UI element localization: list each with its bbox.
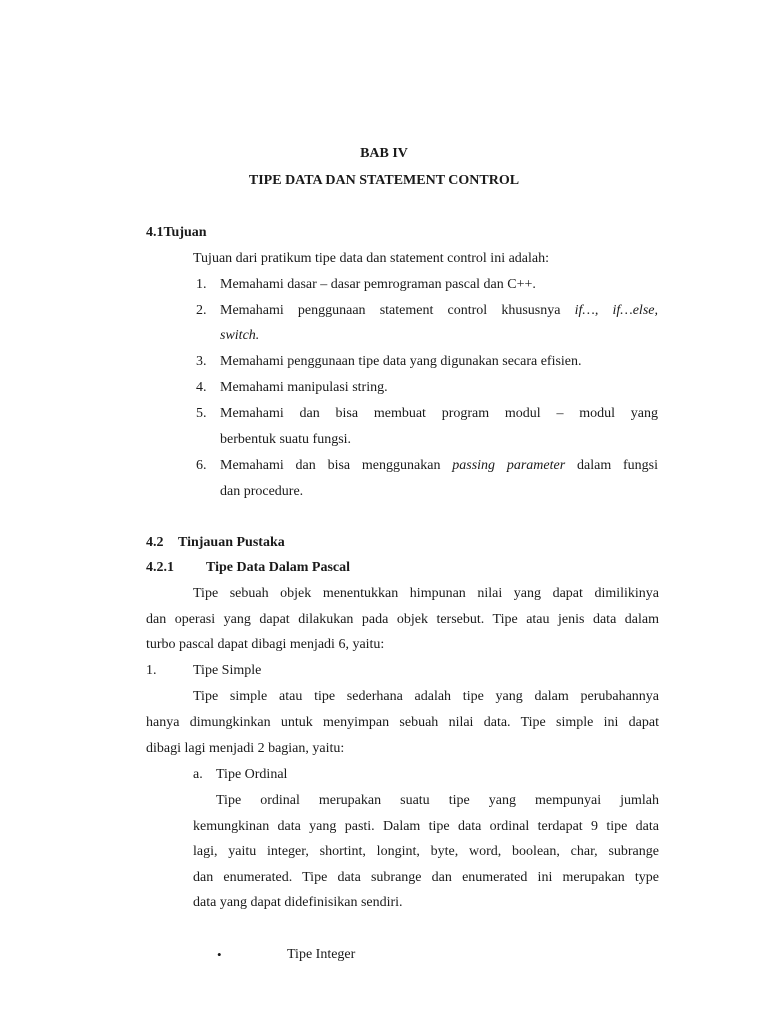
list-item-continuation: dan procedure. — [220, 484, 304, 499]
list-item: Memahami dan bisa membuat program modul – modul yang — [220, 406, 658, 421]
list-item: Memahami dasar – dasar pemrograman pascal dan C++. — [220, 277, 536, 292]
item-number: 1. — [146, 663, 157, 678]
paragraph-line: Tipe sebuah objek menentukkan himpunan nilai yang dapat dimilikinya — [193, 586, 659, 601]
paragraph-line: hanya dimungkinkan untuk menyimpan sebuah nilai data. Tipe simple ini dapat — [146, 715, 659, 730]
paragraph-line: turbo pascal dapat dibagi menjadi 6, yaitu: — [146, 637, 385, 652]
bullet-icon: • — [217, 947, 222, 962]
paragraph-line: data yang dapat didefinisikan sendiri. — [193, 895, 403, 910]
paragraph-line: dibagi lagi menjadi 2 bagian, yaitu: — [146, 741, 345, 756]
paragraph-line: Tipe ordinal merupakan suatu tipe yang mempunyai jumlah — [216, 793, 659, 808]
paragraph-line: dan operasi yang dapat dilakukan pada objek tersebut. Tipe atau jenis data dalam — [146, 612, 659, 627]
section-number: 4.1 — [146, 225, 164, 240]
list-item: Memahami penggunaan tipe data yang digunakan secara efisien. — [220, 354, 582, 369]
section-title: Tujuan — [163, 225, 207, 240]
bullet-item: Tipe Integer — [287, 947, 356, 962]
list-number: 1. — [196, 277, 207, 292]
list-number: 6. — [196, 458, 207, 473]
subsection-4-2-1-title: Tipe Data Dalam Pascal — [206, 560, 351, 575]
section-4-1-heading — [146, 224, 207, 242]
sub-item-title: Tipe Ordinal — [216, 767, 288, 782]
list-item-continuation: berbentuk suatu fungsi. — [220, 432, 352, 447]
item-title: Tipe Simple — [193, 663, 262, 678]
list-item-continuation: switch. — [220, 328, 260, 343]
list-number: 4. — [196, 380, 207, 395]
list-number: 3. — [196, 354, 207, 369]
list-number: 2. — [196, 303, 207, 318]
chapter-title: TIPE DATA DAN STATEMENT CONTROL — [248, 173, 520, 188]
list-item: Memahami dan bisa menggunakan passing parameter dalam fungsi — [220, 458, 659, 473]
section-4-2-number: 4.2 — [146, 535, 164, 550]
paragraph-line: Tipe simple atau tipe sederhana adalah tipe yang dalam perubahannya — [193, 689, 659, 704]
sub-item-label: a. — [193, 767, 203, 782]
chapter-label: BAB IV — [360, 146, 408, 161]
list-item: Memahami manipulasi string. — [220, 380, 388, 395]
list-number: 5. — [196, 406, 207, 421]
section-4-1-intro: Tujuan dari pratikum tipe data dan statement control ini adalah: — [193, 251, 550, 266]
paragraph-line: kemungkinan data yang pasti. Dalam tipe data ordinal terdapat 9 tipe data — [193, 819, 659, 834]
subsection-4-2-1-number: 4.2.1 — [146, 560, 174, 575]
section-4-2-title: Tinjauan Pustaka — [178, 535, 285, 550]
paragraph-line: lagi, yaitu integer, shortint, longint, byte, word, boolean, char, subrange — [193, 844, 659, 859]
list-item: Memahami penggunaan statement control khususnya if…, if…else, — [220, 303, 658, 318]
paragraph-line: dan enumerated. Tipe data subrange dan enumerated ini merupakan type — [193, 870, 659, 885]
